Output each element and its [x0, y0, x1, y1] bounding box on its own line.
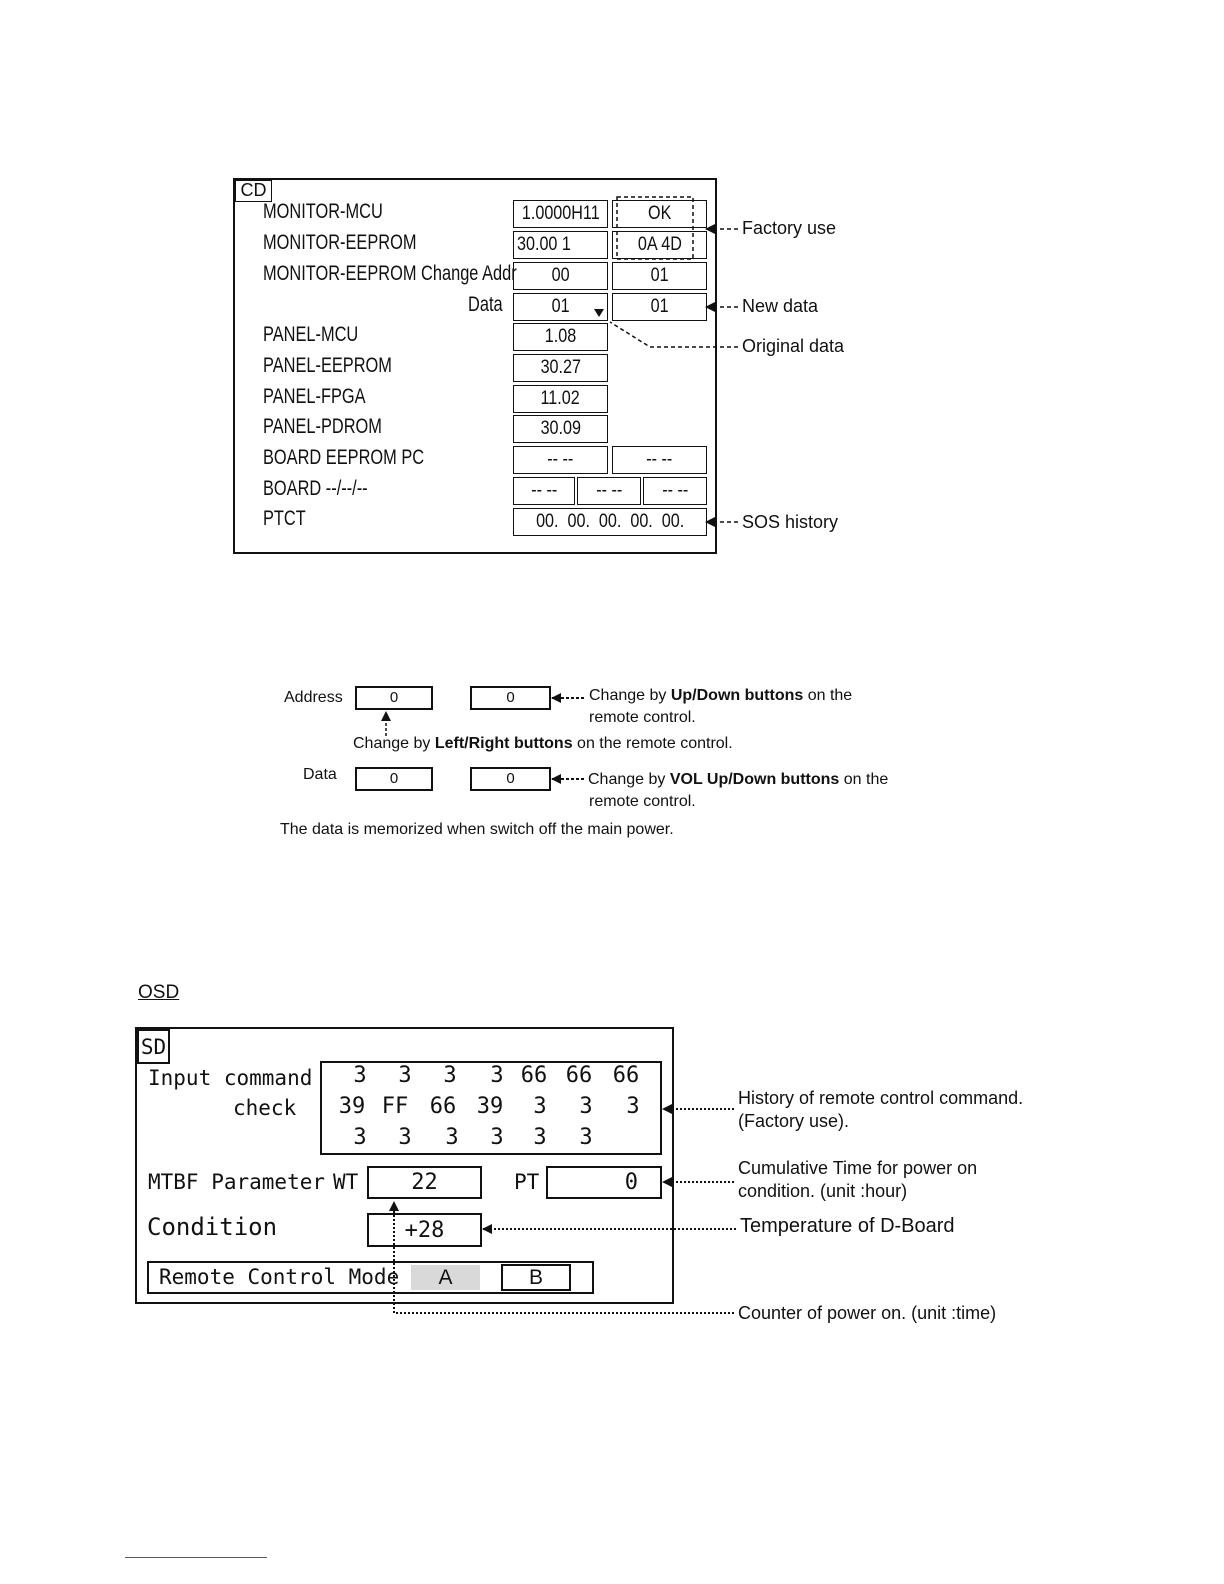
annotation-history-1: History of remote control command. — [738, 1088, 1024, 1108]
updown-instruction: Change by Up/Down buttons on the — [589, 687, 853, 704]
change-addr-new[interactable]: 01 — [612, 262, 707, 290]
monitor-mcu-status: OK — [612, 200, 707, 228]
panel-eeprom-version: 30.27 — [513, 354, 608, 382]
history-cell: 66 — [429, 1094, 457, 1119]
cd-tab-label: CD — [240, 180, 267, 200]
address-field-2[interactable]: 0 — [470, 686, 551, 710]
label-ptct: PTCT — [263, 507, 306, 530]
history-cell: 3 — [533, 1094, 547, 1119]
mtbf-label: MTBF Parameter — [148, 1170, 326, 1194]
history-cell: FF — [381, 1094, 409, 1119]
history-cell: 66 — [565, 1063, 593, 1088]
memo-note: The data is memorized when switch off the main power. — [280, 821, 674, 838]
data-field-1[interactable]: 0 — [355, 767, 433, 791]
mode-b-option[interactable]: B — [501, 1264, 571, 1291]
board-date-2: -- -- — [577, 477, 641, 505]
panel-pdrom-version: 30.09 — [513, 415, 608, 443]
input-command-label-1: Input command — [148, 1066, 313, 1090]
history-cell: 3 — [533, 1125, 547, 1150]
history-cell: 3 — [579, 1094, 593, 1119]
data-field-2[interactable]: 0 — [470, 767, 551, 791]
mode-a-option[interactable]: A — [411, 1265, 480, 1290]
history-cell: 39 — [338, 1094, 366, 1119]
label-panel-pdrom: PANEL-PDROM — [263, 415, 382, 438]
wt-value: 22 — [367, 1166, 482, 1199]
history-cell: 3 — [490, 1063, 504, 1088]
osd-heading: OSD — [138, 982, 180, 1003]
label-monitor-eeprom: MONITOR-EEPROM — [263, 231, 417, 254]
annotation-counter: Counter of power on. (unit :time) — [738, 1303, 997, 1323]
label-panel-mcu: PANEL-MCU — [263, 323, 359, 346]
annotation-new-data: New data — [742, 296, 819, 316]
history-cell: 3 — [626, 1094, 640, 1119]
history-cell: 3 — [445, 1125, 459, 1150]
data-label: Data — [303, 766, 337, 783]
panel-fpga-version: 11.02 — [513, 385, 608, 413]
board-date-3: -- -- — [643, 477, 707, 505]
updown-instruction-line2: remote control. — [589, 709, 696, 726]
monitor-eeprom-version: 30.00 1 — [513, 231, 608, 259]
address-label: Address — [284, 689, 343, 706]
wt-label: WT — [333, 1170, 359, 1194]
history-cell: 3 — [398, 1063, 412, 1088]
condition-label: Condition — [147, 1213, 278, 1241]
pt-value: 0 — [546, 1166, 662, 1199]
change-addr-original[interactable]: 00 — [513, 262, 608, 290]
updown-buttons-text: Up/Down buttons — [670, 687, 804, 704]
label-data: Data — [468, 293, 503, 316]
board-date-1: -- -- — [513, 477, 575, 505]
label-board-date: BOARD --/--/-- — [263, 477, 368, 500]
history-cell: 3 — [353, 1063, 367, 1088]
label-panel-eeprom: PANEL-EEPROM — [263, 354, 392, 377]
osd-tab-label: SD — [140, 1035, 167, 1059]
annotation-history-2: (Factory use). — [738, 1111, 850, 1131]
condition-value: +28 — [367, 1213, 482, 1247]
remote-mode-label: Remote Control Mode — [159, 1265, 400, 1289]
data-original[interactable]: 01 — [513, 293, 608, 321]
history-cell: 3 — [353, 1125, 367, 1150]
label-panel-fpga: PANEL-FPGA — [263, 385, 366, 408]
history-cell: 66 — [612, 1063, 640, 1088]
input-command-label-2: check — [233, 1096, 297, 1120]
vol-instruction-line2: remote control. — [589, 793, 696, 810]
pt-label: PT — [514, 1170, 540, 1194]
annotation-factory-use: Factory use — [742, 218, 837, 238]
annotation-temperature: Temperature of D-Board — [740, 1215, 955, 1237]
history-cell: 3 — [443, 1063, 457, 1088]
annotation-sos-history: SOS history — [742, 512, 839, 532]
monitor-mcu-version: 1.0000H11 — [513, 200, 608, 228]
label-eeprom-change-addr: MONITOR-EEPROM Change Addr — [263, 262, 517, 285]
vol-instruction: Change by VOL Up/Down buttons on the — [588, 771, 889, 788]
annotation-cumulative-2: condition. (unit :hour) — [738, 1181, 908, 1201]
data-new[interactable]: 01 — [612, 293, 707, 321]
ptct-sos-history: 00. 00. 00. 00. 00. — [513, 508, 707, 536]
panel-mcu-version: 1.08 — [513, 323, 608, 351]
leftright-instruction: Change by Left/Right buttons on the remote control. — [353, 735, 733, 752]
label-monitor-mcu: MONITOR-MCU — [263, 200, 383, 223]
history-cell: 66 — [520, 1063, 548, 1088]
history-cell: 3 — [579, 1125, 593, 1150]
board-eeprom-pc-1: -- -- — [513, 446, 608, 474]
monitor-eeprom-checksum: 0A 4D — [612, 231, 707, 259]
vol-buttons-text: VOL Up/Down buttons — [669, 771, 840, 788]
board-eeprom-pc-2: -- -- — [612, 446, 707, 474]
annotation-original-data: Original data — [742, 336, 845, 356]
label-board-eeprom-pc: BOARD EEPROM PC — [263, 446, 425, 469]
history-cell: 39 — [476, 1094, 504, 1119]
history-cell: 3 — [398, 1125, 412, 1150]
leftright-buttons-text: Left/Right buttons — [434, 735, 573, 752]
history-cell: 3 — [490, 1125, 504, 1150]
address-field-1[interactable]: 0 — [355, 686, 433, 710]
annotation-cumulative-1: Cumulative Time for power on — [738, 1158, 978, 1178]
